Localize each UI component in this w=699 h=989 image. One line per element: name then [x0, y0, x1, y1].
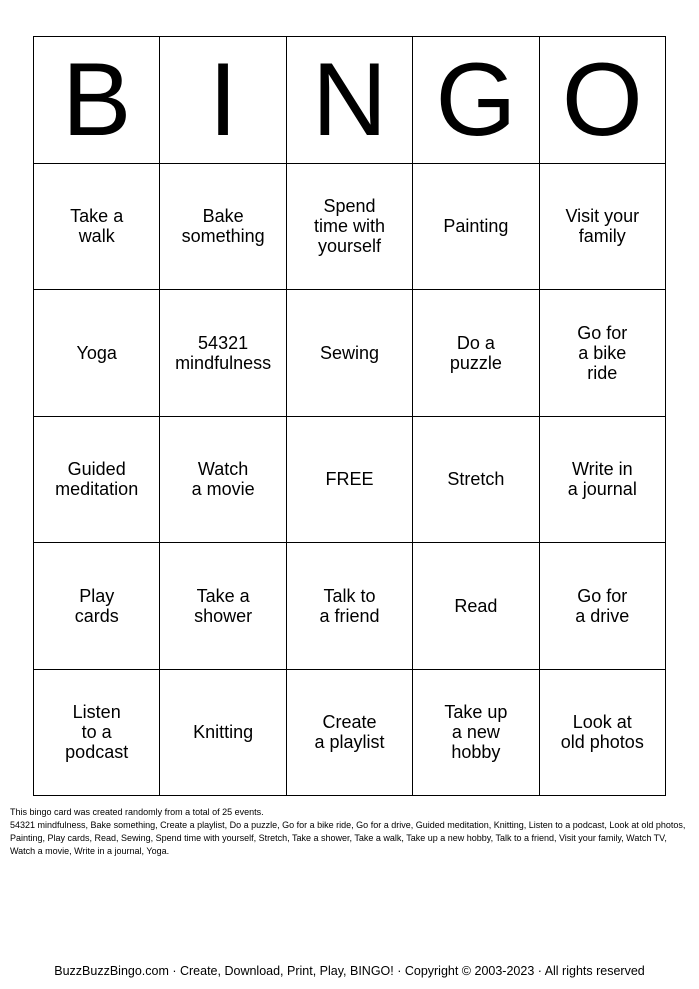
footer-copyright: BuzzBuzzBingo.com · Create, Download, Print, Play, BINGO! · Copyright © 2003-2023 · All rights reserved [54, 964, 645, 978]
bingo-card [33, 36, 666, 796]
bingo-cell: Go for a drive [540, 543, 666, 670]
bingo-cell: Take a shower [160, 543, 286, 670]
bingo-cell: Take a walk [34, 164, 160, 291]
bingo-cell: Guided meditation [34, 417, 160, 544]
bingo-cell: Watch a movie [160, 417, 286, 544]
bingo-cell: Bake something [160, 164, 286, 291]
bingo-cell: Yoga [34, 290, 160, 417]
free-space-cell: FREE [287, 417, 413, 544]
bingo-cell: Play cards [34, 543, 160, 670]
card-info-event-list: 54321 mindfulness, Bake something, Create a playlist, Do a puzzle, Go for a bike ride, Go for a drive, Guided meditation, Knitting, Listen to a podcast, Look at old photos, Painting, Play cards, Read, Sewing, Spend time with yourself, Stretch, Take a shower, Take a walk, Take up a new hobby, Talk to a friend, Visit your family, Watch TV, Watch a movie, Write in a journal, Yoga. [10, 820, 686, 856]
header-letter-b: B [34, 37, 160, 164]
bingo-cell: Painting [413, 164, 539, 291]
header-letter-i: I [160, 37, 286, 164]
bingo-cell: Create a playlist [287, 670, 413, 797]
bingo-cell: Spend time with yourself [287, 164, 413, 291]
bingo-cell: Talk to a friend [287, 543, 413, 670]
bingo-cell: Stretch [413, 417, 539, 544]
card-info-summary: This bingo card was created randomly from a total of 25 events. [10, 807, 264, 817]
header-letter-n: N [287, 37, 413, 164]
bingo-cell: Sewing [287, 290, 413, 417]
header-letter-o: O [540, 37, 666, 164]
bingo-cell: Visit your family [540, 164, 666, 291]
bingo-cell: Write in a journal [540, 417, 666, 544]
bingo-cell: Do a puzzle [413, 290, 539, 417]
bingo-cell: Look at old photos [540, 670, 666, 797]
card-info [10, 806, 690, 858]
bingo-cell: Knitting [160, 670, 286, 797]
header-letter-g: G [413, 37, 539, 164]
bingo-cell: 54321 mindfulness [160, 290, 286, 417]
bingo-cell: Take up a new hobby [413, 670, 539, 797]
bingo-cell: Listen to a podcast [34, 670, 160, 797]
bingo-cell: Read [413, 543, 539, 670]
bingo-cell: Go for a bike ride [540, 290, 666, 417]
